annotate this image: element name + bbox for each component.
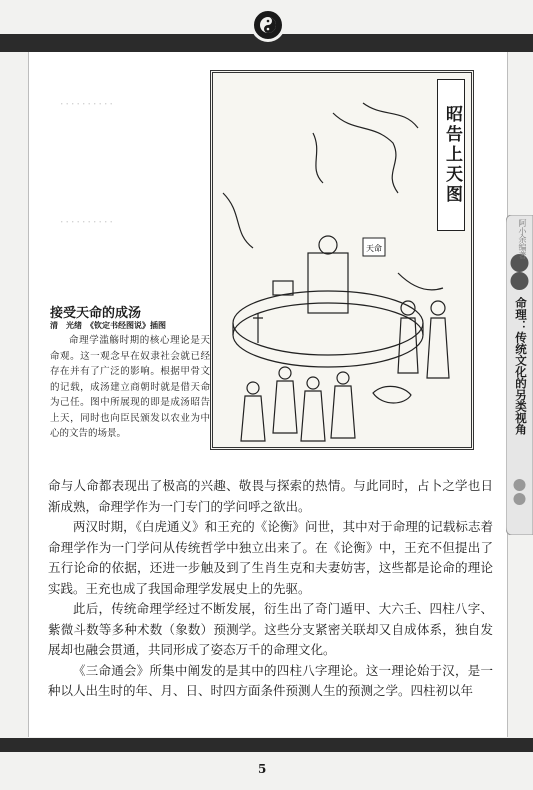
caption-body: 命理学滥觞时期的核心理论是天命观。这一观念早在奴隶社会就已经存在并有了广泛的影响。根据甲骨文的记载，成汤建立商朝时就是借天命为己任。图中所展现的即是成汤昭告上天，同时也向臣民颁发以农业为中心的文告的场景。	[50, 335, 210, 439]
body-paragraph: 此后，传统命理学经过不断发展，衍生出了奇门遁甲、大六壬、四柱八字、紫微斗数等多种术数（象数）预测学。这些分支紧密关联却又自成体系，独自发展却也融会贯通，共同形成了姿态万千的命理文化。	[48, 601, 493, 657]
footer-bar	[0, 738, 533, 752]
body-paragraph: 命与人命都表现出了极高的兴趣、敬畏与探索的热情。与此同时，占卜之学也日渐成熟，命理学作为一门专门的学问呼之欲出。	[48, 478, 493, 514]
main-text	[48, 476, 493, 702]
side-tab	[506, 215, 533, 535]
side-tab-series: 阿小余编著	[518, 219, 527, 259]
side-tab-title: 命理：传统文化的另类视角	[514, 297, 528, 435]
caption-title: 接受天命的成汤	[50, 306, 142, 321]
woodblock-illustration	[210, 70, 474, 450]
bleed-through-text: ．．．．．．．．．．	[60, 212, 121, 225]
body-paragraph: 《三命通会》所集中阐发的是其中的四柱八字理论。这一理论始于汉，是一种以人出生时的年、月、日、时四方面条件预测人生的预测之学。四柱初以年	[48, 662, 493, 698]
bagua-emblem-icon	[251, 8, 285, 42]
caption-credit: 清 光绪 《钦定书经图说》插图	[50, 320, 166, 330]
page-number: 5	[258, 762, 267, 776]
bleed-through-text: ．．．．．．．．．．	[60, 94, 121, 107]
body-paragraph: 两汉时期，《白虎通义》和王充的《论衡》问世，其中对于命理的记载标志着命理学作为一门学问从传统哲学中独立出来了。在《论衡》中，王充不但提出了五行论命的依据，还进一步触及到了生肖生克和夫妻妨害，这些都是论命的理论实践。王充也成了我国命理学发展史上的先驱。	[48, 519, 493, 596]
illustration-title: 昭告上天图	[437, 79, 465, 231]
illustration-sign: 天命	[366, 244, 382, 253]
